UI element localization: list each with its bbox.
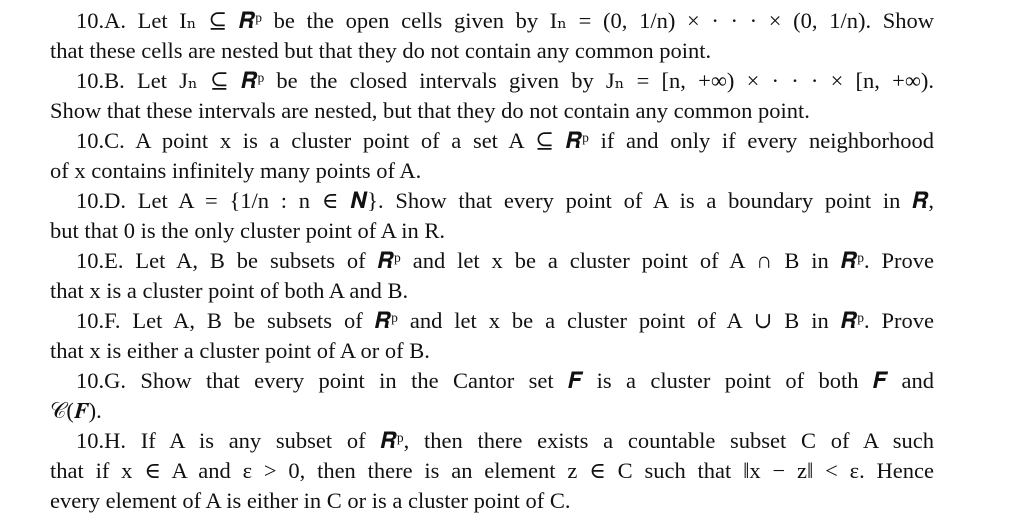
exercise-line: 10.F. Let A, B be subsets of 𝑹ᵖ and let x be a cluster point of A ∪ B in 𝑹ᵖ. Prove — [76, 308, 934, 333]
exercise-10a — [50, 6, 934, 66]
exercise-line: every element of A is either in C or is a cluster point of C. — [50, 488, 571, 513]
exercise-line: but that 0 is the only cluster point of A in R. — [50, 218, 445, 243]
exercise-10f — [50, 306, 934, 366]
exercise-line: 10.E. Let A, B be subsets of 𝑹ᵖ and let x be a cluster point of A ∩ B in 𝑹ᵖ. Prove — [76, 248, 934, 273]
exercise-line: 10.G. Show that every point in the Cantor set 𝑭 is a cluster point of both 𝑭 and — [76, 368, 934, 393]
exercise-line: that x is either a cluster point of A or of B. — [50, 338, 430, 363]
exercise-line: 10.B. Let Jₙ ⊆ 𝑹ᵖ be the closed intervals given by Jₙ = [n, +∞) × · · · × [n, +∞). — [76, 68, 934, 93]
exercise-10g — [50, 366, 934, 426]
exercise-line: 10.C. A point x is a cluster point of a set A ⊆ 𝑹ᵖ if and only if every neighborhood — [76, 128, 934, 153]
exercise-line: 10.H. If A is any subset of 𝑹ᵖ, then there exists a countable subset C of A such — [76, 428, 934, 453]
exercise-10d — [50, 186, 934, 246]
exercise-line: of x contains infinitely many points of A. — [50, 158, 422, 183]
exercise-10b — [50, 66, 934, 126]
exercise-page — [50, 6, 934, 516]
exercise-line: that if x ∈ A and ε > 0, then there is an element z ∈ C such that ‖x − z‖ < ε. Hence — [50, 458, 934, 483]
exercise-10c — [50, 126, 934, 186]
exercise-line: 𝒞(𝑭). — [50, 398, 102, 423]
exercise-line: that x is a cluster point of both A and B. — [50, 278, 409, 303]
exercise-10h — [50, 426, 934, 516]
exercise-10e — [50, 246, 934, 306]
exercise-line: 10.A. Let Iₙ ⊆ 𝑹ᵖ be the open cells given by Iₙ = (0, 1/n) × · · · × (0, 1/n). Show — [76, 8, 934, 33]
exercise-line: 10.D. Let A = {1/n : n ∈ 𝑵}. Show that every point of A is a boundary point in 𝑹, — [76, 188, 934, 213]
exercise-line: Show that these intervals are nested, but that they do not contain any common point. — [50, 98, 810, 123]
exercise-line: that these cells are nested but that they do not contain any common point. — [50, 38, 712, 63]
